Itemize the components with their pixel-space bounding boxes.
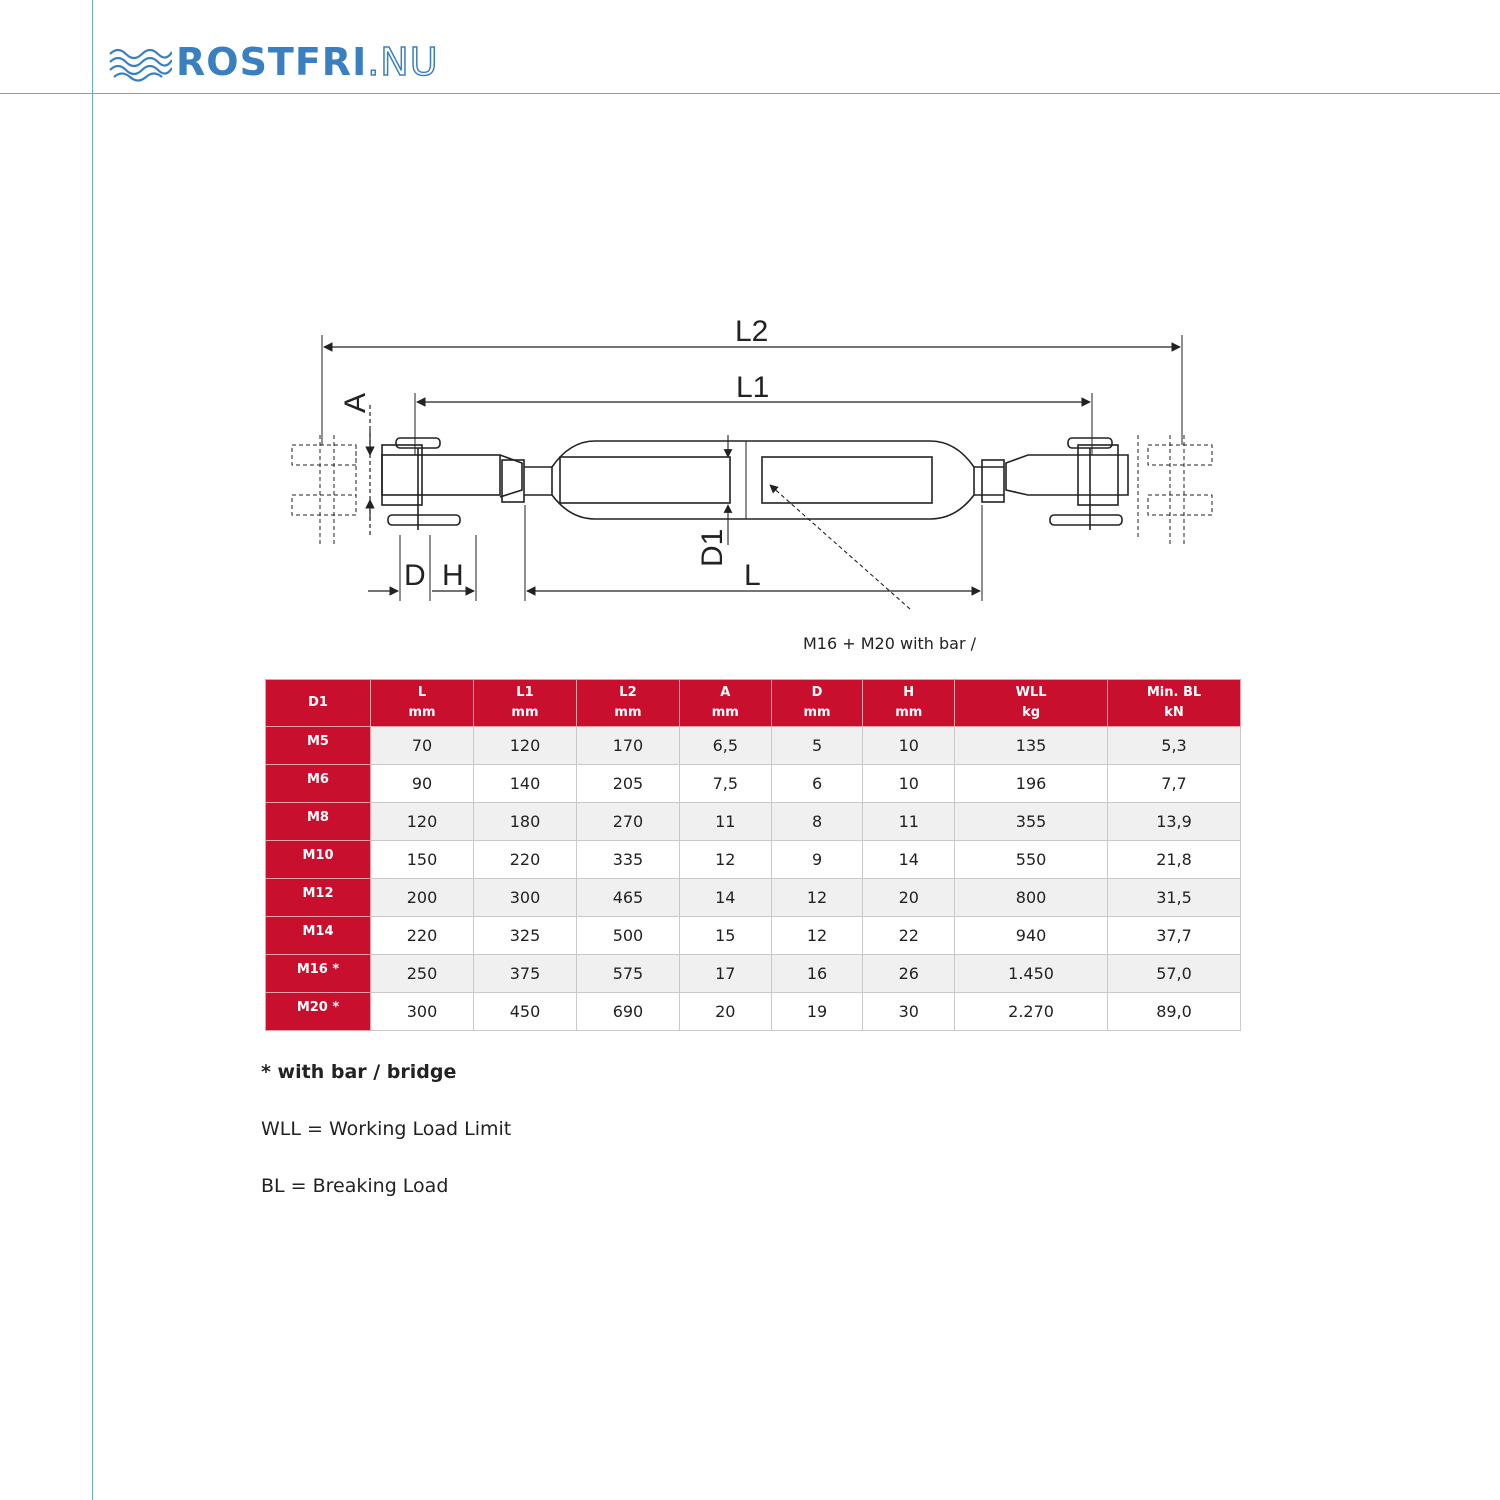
- table-cell: 500: [576, 917, 679, 955]
- brand-name: ROSTFRI: [176, 40, 368, 84]
- label-a: A: [339, 392, 372, 413]
- table-cell: 13,9: [1108, 803, 1241, 841]
- label-h: H: [442, 559, 464, 592]
- table-cell: 196: [955, 765, 1108, 803]
- row-header-d1: M14: [266, 917, 371, 955]
- table-cell: 150: [371, 841, 474, 879]
- table-cell: 9: [771, 841, 863, 879]
- label-l1: L1: [736, 371, 770, 404]
- table-cell: 170: [576, 727, 679, 765]
- table-cell: 10: [863, 727, 955, 765]
- table-cell: 220: [371, 917, 474, 955]
- table-row: [266, 803, 1241, 841]
- table-cell: 21,8: [1108, 841, 1241, 879]
- label-l: L: [744, 559, 761, 592]
- table-cell: 120: [473, 727, 576, 765]
- table-cell: 20: [863, 879, 955, 917]
- table-cell: 6,5: [679, 727, 771, 765]
- table-cell: 17: [679, 955, 771, 993]
- table-cell: 465: [576, 879, 679, 917]
- table-cell: 19: [771, 993, 863, 1031]
- table-cell: 14: [863, 841, 955, 879]
- table-cell: 270: [576, 803, 679, 841]
- table-cell: 5,3: [1108, 727, 1241, 765]
- table-cell: 220: [473, 841, 576, 879]
- table-cell: 550: [955, 841, 1108, 879]
- table-cell: 690: [576, 993, 679, 1031]
- row-header-d1: M12: [266, 879, 371, 917]
- brand-tld: .NU: [367, 40, 439, 84]
- table-cell: 12: [771, 879, 863, 917]
- header-d: D mm: [771, 680, 863, 727]
- table-cell: 37,7: [1108, 917, 1241, 955]
- top-guide-line: [0, 93, 1500, 94]
- table-cell: 20: [679, 993, 771, 1031]
- table-cell: 300: [473, 879, 576, 917]
- table-cell: 11: [863, 803, 955, 841]
- row-header-d1: M16 *: [266, 955, 371, 993]
- table-cell: 14: [679, 879, 771, 917]
- table-cell: 1.450: [955, 955, 1108, 993]
- turnbuckle-drawing: [270, 305, 1230, 625]
- table-cell: 7,7: [1108, 765, 1241, 803]
- table-cell: 70: [371, 727, 474, 765]
- table-cell: 205: [576, 765, 679, 803]
- table-cell: 12: [771, 917, 863, 955]
- table-cell: 57,0: [1108, 955, 1241, 993]
- table-cell: 325: [473, 917, 576, 955]
- table-cell: 89,0: [1108, 993, 1241, 1031]
- header-l1: L1 mm: [473, 680, 576, 727]
- left-guide-line: [92, 0, 93, 1500]
- table-cell: 940: [955, 917, 1108, 955]
- table-row: [266, 765, 1241, 803]
- table-cell: 300: [371, 993, 474, 1031]
- table-cell: 250: [371, 955, 474, 993]
- table-cell: 11: [679, 803, 771, 841]
- table-cell: 375: [473, 955, 576, 993]
- table-cell: 26: [863, 955, 955, 993]
- label-d: D: [404, 559, 426, 592]
- header-min-bl: Min. BL kN: [1108, 680, 1241, 727]
- drawing-caption: M16 + M20 with bar /: [803, 634, 977, 653]
- header-l2: L2 mm: [576, 680, 679, 727]
- table-header-row: [266, 680, 1241, 727]
- table-cell: 90: [371, 765, 474, 803]
- table-cell: 22: [863, 917, 955, 955]
- table-row: [266, 841, 1241, 879]
- table-cell: 2.270: [955, 993, 1108, 1031]
- table-cell: 30: [863, 993, 955, 1031]
- note-bl: BL = Breaking Load: [261, 1175, 449, 1197]
- spec-table: [265, 679, 1241, 1031]
- row-header-d1: M8: [266, 803, 371, 841]
- header-a: A mm: [679, 680, 771, 727]
- table-cell: 5: [771, 727, 863, 765]
- table-cell: 355: [955, 803, 1108, 841]
- table-cell: 31,5: [1108, 879, 1241, 917]
- table-cell: 450: [473, 993, 576, 1031]
- table-cell: 10: [863, 765, 955, 803]
- table-cell: 180: [473, 803, 576, 841]
- table-cell: 7,5: [679, 765, 771, 803]
- header-d1: D1: [266, 680, 371, 727]
- table-cell: 135: [955, 727, 1108, 765]
- table-cell: 200: [371, 879, 474, 917]
- header-wll: WLL kg: [955, 680, 1108, 727]
- table-cell: 140: [473, 765, 576, 803]
- label-l2: L2: [735, 315, 769, 348]
- table-row: [266, 993, 1241, 1031]
- label-d1: D1: [696, 528, 729, 567]
- table-cell: 8: [771, 803, 863, 841]
- table-row: [266, 955, 1241, 993]
- note-wll: WLL = Working Load Limit: [261, 1118, 512, 1140]
- table-cell: 16: [771, 955, 863, 993]
- table-row: [266, 917, 1241, 955]
- table-row: [266, 879, 1241, 917]
- row-header-d1: M10: [266, 841, 371, 879]
- table-cell: 335: [576, 841, 679, 879]
- brand-logo: [108, 38, 439, 86]
- row-header-d1: M5: [266, 727, 371, 765]
- table-cell: 15: [679, 917, 771, 955]
- table-cell: 120: [371, 803, 474, 841]
- header-h: H mm: [863, 680, 955, 727]
- table-row: [266, 727, 1241, 765]
- row-header-d1: M6: [266, 765, 371, 803]
- table-cell: 6: [771, 765, 863, 803]
- note-bar-bridge: * with bar / bridge: [261, 1061, 457, 1083]
- row-header-d1: M20 *: [266, 993, 371, 1031]
- table-cell: 12: [679, 841, 771, 879]
- waves-icon: [108, 42, 172, 82]
- table-cell: 575: [576, 955, 679, 993]
- table-cell: 800: [955, 879, 1108, 917]
- header-l: L mm: [371, 680, 474, 727]
